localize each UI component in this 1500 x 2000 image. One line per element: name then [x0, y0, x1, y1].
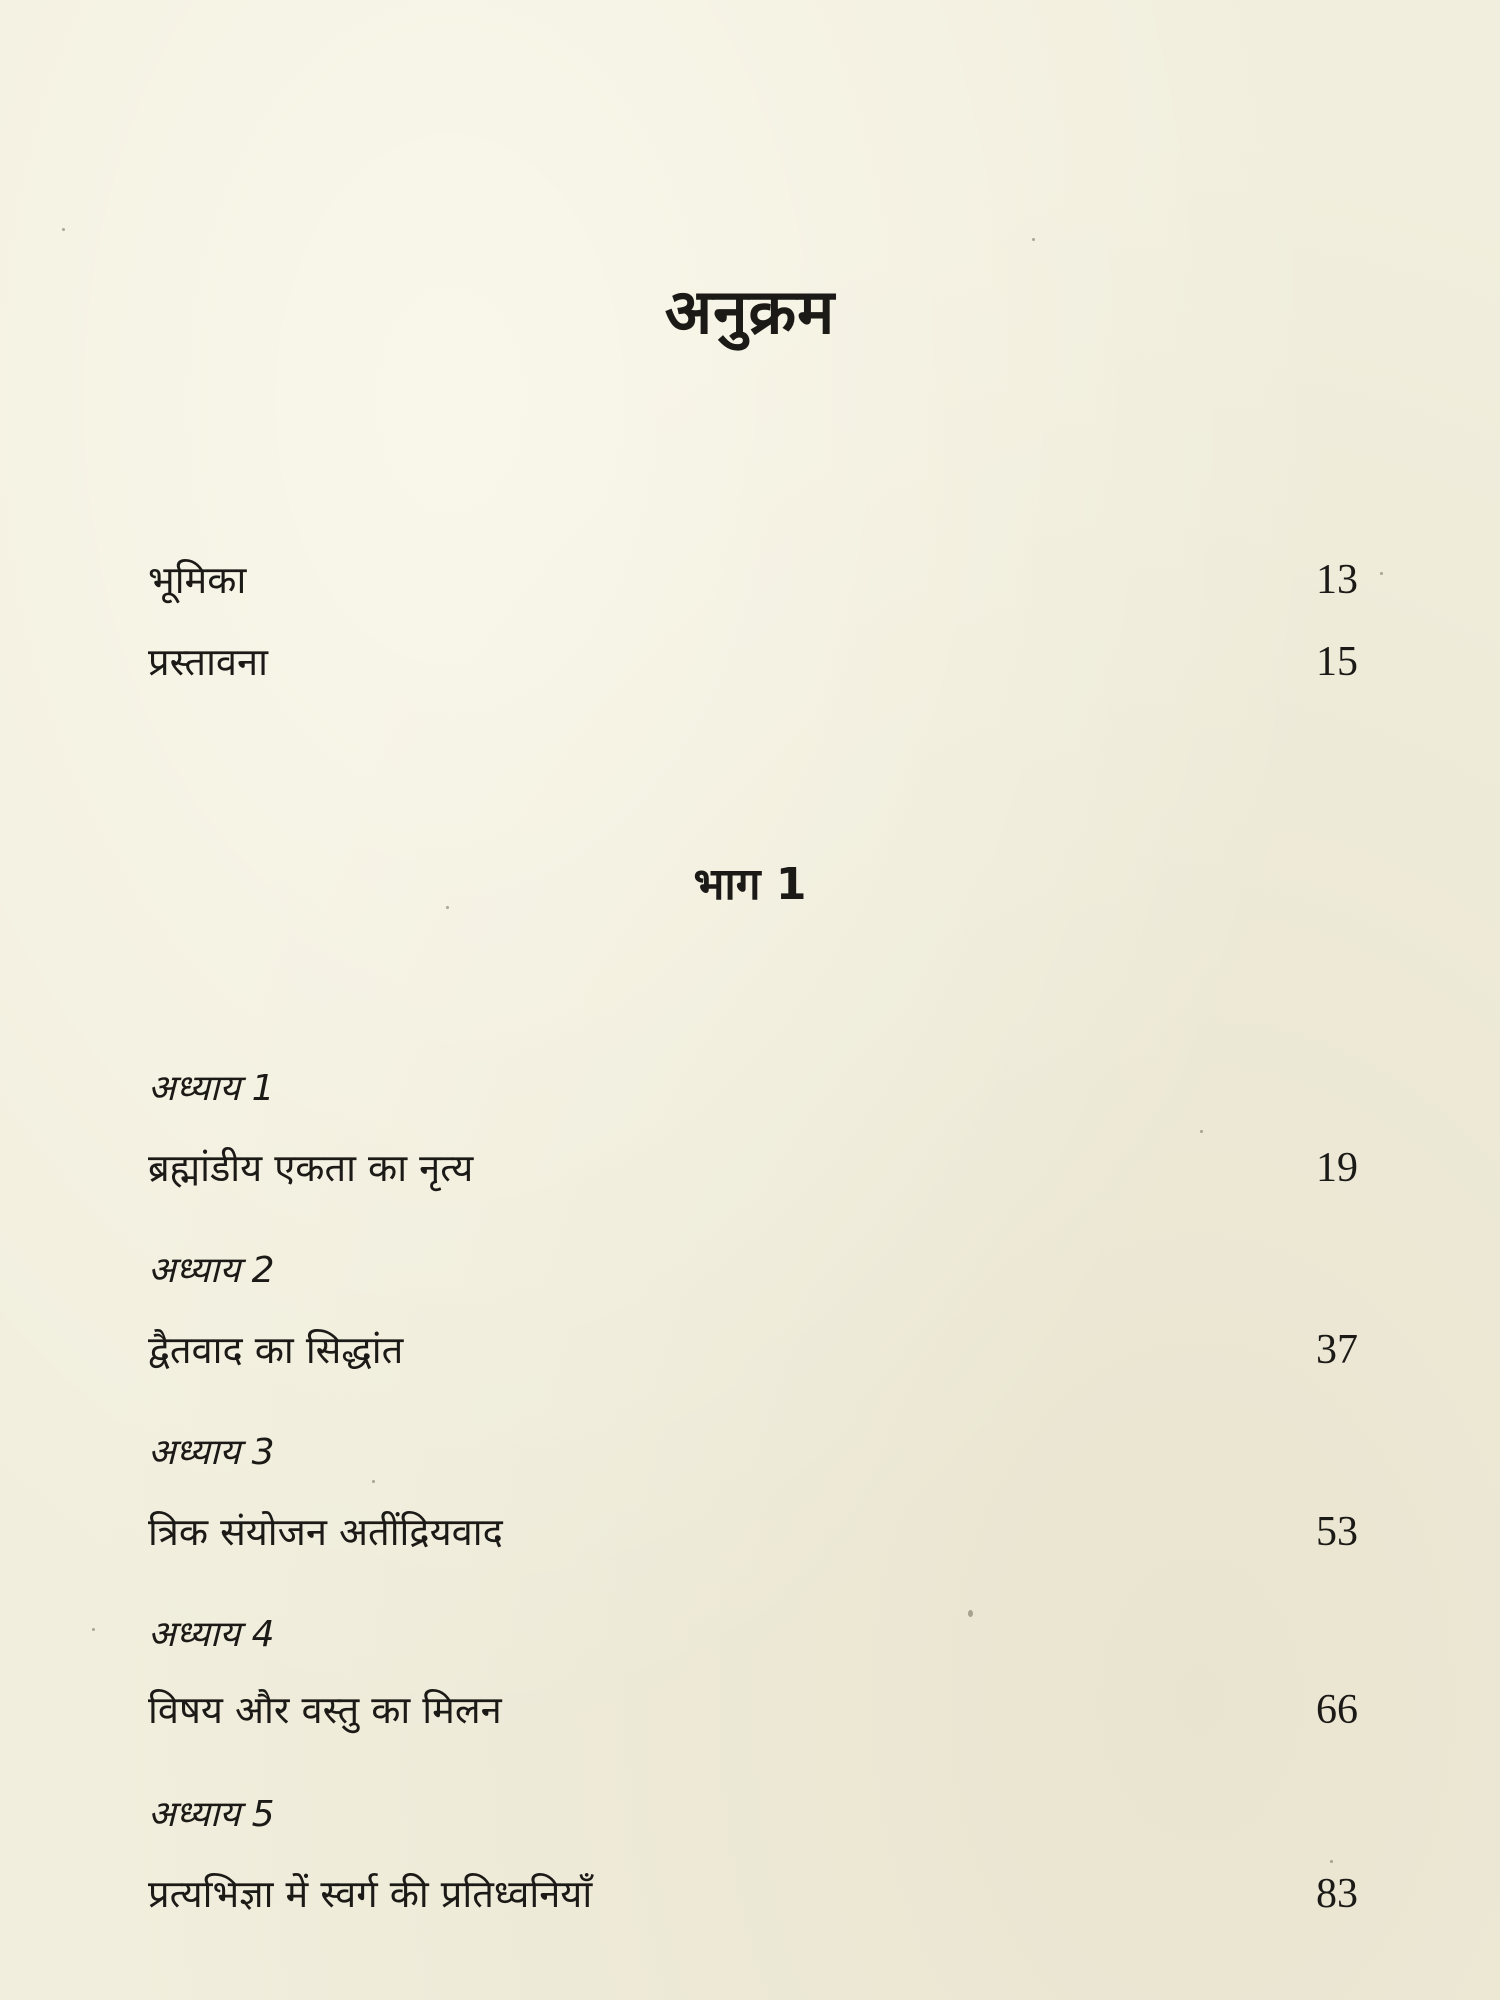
- part-heading: भाग 1: [693, 859, 807, 910]
- toc-entry-chapter-4[interactable]: [148, 1682, 1358, 1738]
- chapter-kicker: अध्याय 4: [148, 1614, 275, 1655]
- toc-title: अनुक्रम: [664, 275, 836, 348]
- toc-entry-label: त्रिक संयोजन अतींद्रियवाद: [148, 1510, 503, 1554]
- paper-speck: [92, 1628, 95, 1631]
- chapter-kicker: अध्याय 2: [148, 1250, 275, 1291]
- toc-entry-label: विषय और वस्तु का मिलन: [148, 1688, 502, 1732]
- paper-speck: [62, 228, 65, 231]
- toc-page-number: 66: [1316, 1687, 1358, 1733]
- toc-page-number: 13: [1316, 557, 1358, 603]
- toc-entry-preface[interactable]: [148, 634, 1358, 690]
- toc-entry-label: प्रस्तावना: [148, 640, 268, 684]
- toc-entry-chapter-5[interactable]: [148, 1866, 1358, 1922]
- toc-entry-chapter-2[interactable]: [148, 1322, 1358, 1378]
- toc-page-number: 83: [1316, 1871, 1358, 1917]
- toc-entry-chapter-1[interactable]: [148, 1140, 1358, 1196]
- chapter-kicker: अध्याय 1: [148, 1068, 275, 1109]
- paper-speck: [1380, 572, 1383, 575]
- paper-speck: [1200, 1130, 1203, 1133]
- chapter-kicker: अध्याय 3: [148, 1432, 275, 1473]
- paper-speck: [1032, 238, 1035, 241]
- toc-page-number: 53: [1316, 1509, 1358, 1555]
- toc-entry-label: द्वैतवाद का सिद्धांत: [148, 1328, 404, 1372]
- paper-speck: [1330, 1860, 1333, 1863]
- toc-page-number: 15: [1316, 639, 1358, 685]
- toc-entry-label: प्रत्यभिज्ञा में स्वर्ग की प्रतिध्वनियाँ: [148, 1872, 593, 1916]
- toc-page-number: 19: [1316, 1145, 1358, 1191]
- toc-entry-foreword[interactable]: [148, 552, 1358, 608]
- toc-page-number: 37: [1316, 1327, 1358, 1373]
- toc-entry-label: ब्रह्मांडीय एकता का नृत्य: [148, 1146, 474, 1190]
- toc-entry-chapter-3[interactable]: [148, 1504, 1358, 1560]
- paper-speck: [968, 1610, 973, 1617]
- toc-entry-label: भूमिका: [148, 558, 247, 602]
- chapter-kicker: अध्याय 5: [148, 1794, 275, 1835]
- paper-speck: [372, 1480, 375, 1483]
